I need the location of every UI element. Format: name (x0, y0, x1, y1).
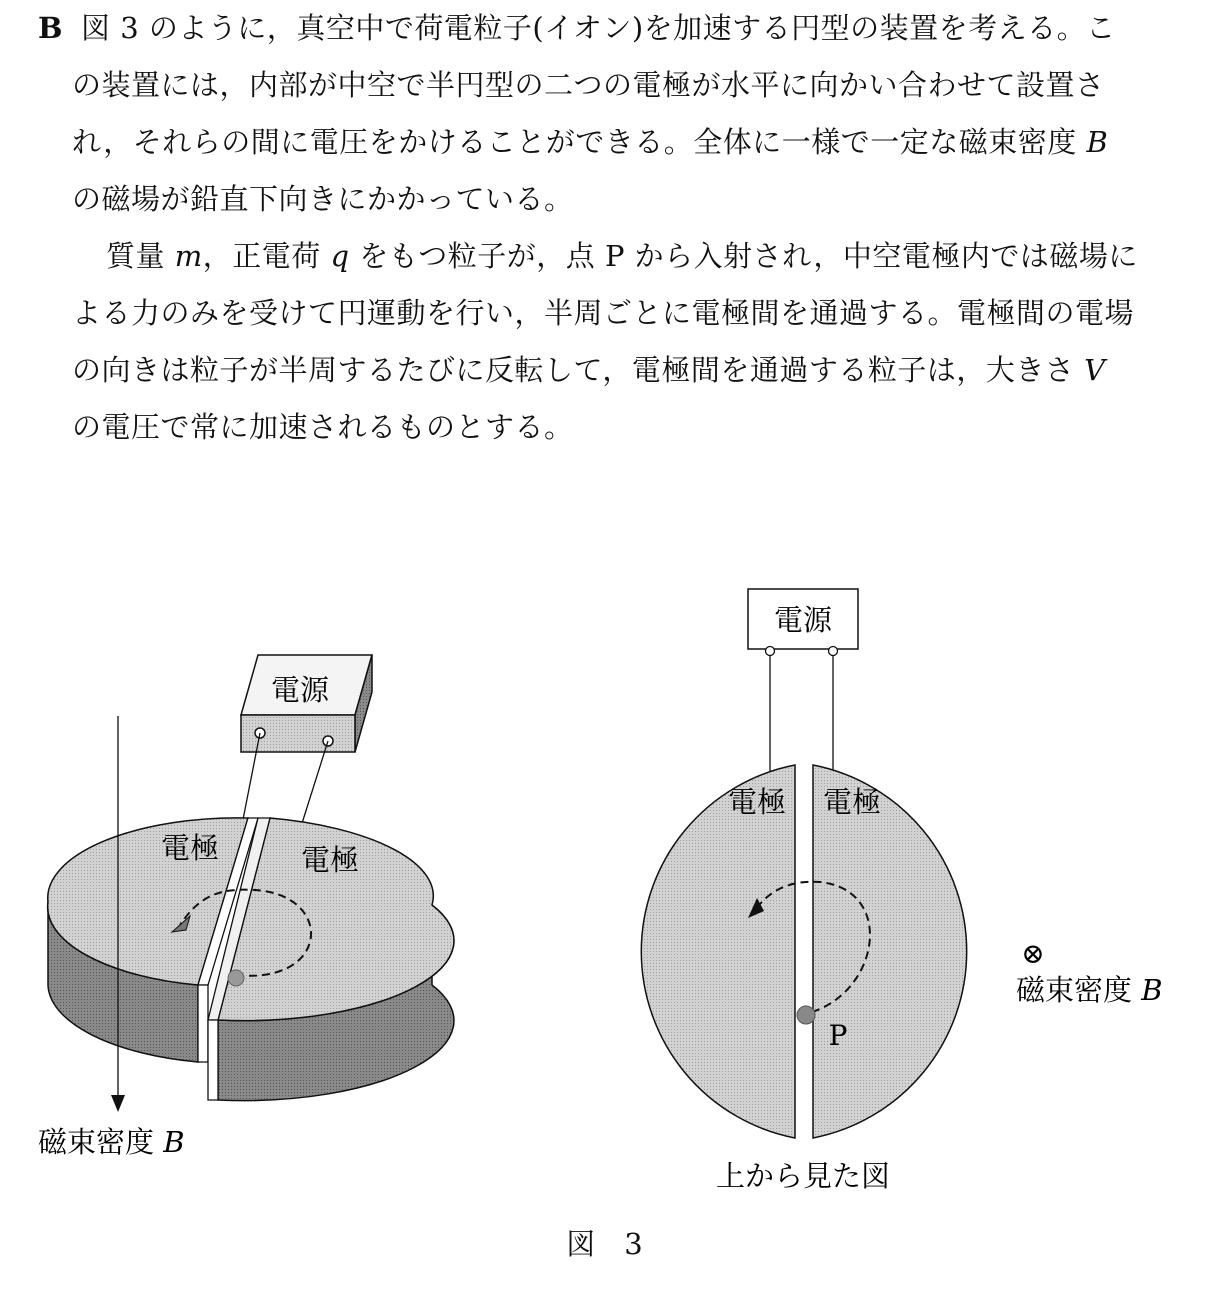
electrode-left-top-view (641, 765, 795, 1138)
text-line: の磁場が鉛直下向きにかかっている。 (72, 182, 574, 216)
text-line: B 図 3 のように，真空中で荷電粒子(イオン)を加速する円型の装置を考える。こ (38, 11, 1116, 45)
figure-caption: 図 3 (566, 1227, 643, 1261)
point-P-label: P (828, 1019, 848, 1052)
field-label-left: 磁束密度 B (38, 1125, 185, 1159)
particle-icon (797, 1006, 815, 1024)
symbol-V: V (1084, 353, 1106, 387)
text-line: 質量 m，正電荷 q をもつ粒子が，点 P から入射され，中空電極内では磁場に (106, 239, 1138, 273)
field-into-page-icon: ⊗ (1021, 937, 1045, 970)
text-line: の電圧で常に加速されるものとする。 (72, 410, 574, 444)
particle-icon (228, 970, 244, 986)
electrode-label-right-top-view: 電極 (822, 785, 882, 819)
power-label-right: 電源 (773, 603, 833, 637)
text-line: れ，それらの間に電圧をかけることができる。全体に一様で一定な磁束密度 B (72, 125, 1109, 159)
electrode-label-right: 電極 (300, 843, 360, 877)
terminal-icon (829, 647, 838, 656)
figure-left-3d (38, 655, 454, 1159)
power-label-left: 電源 (270, 673, 330, 707)
top-view-caption: 上から見た図 (715, 1159, 891, 1193)
field-label-right: 磁束密度 B (1016, 973, 1163, 1007)
electrode-right-top-view (813, 765, 967, 1138)
electrode-label-left: 電極 (160, 831, 220, 865)
terminal-icon (766, 647, 775, 656)
text-line: よる力のみを受けて円運動を行い，半周ごとに電極間を通過する。電極間の電場 (72, 296, 1135, 330)
electrode-label-left-top-view: 電極 (727, 785, 787, 819)
symbol-m: m (174, 239, 203, 273)
figure-right-top-view (641, 589, 1162, 1193)
text-line: の装置には，内部が中空で半円型の二つの電極が水平に向かい合わせて設置さ (72, 68, 1105, 102)
symbol-q: q (330, 239, 350, 273)
symbol-B: B (1086, 125, 1109, 159)
text-line: の向きは粒子が半周するたびに反転して，電極間を通過する粒子は，大きさ V (72, 353, 1106, 387)
arrow-down-icon (111, 1095, 125, 1112)
problem-label: B (38, 11, 64, 45)
